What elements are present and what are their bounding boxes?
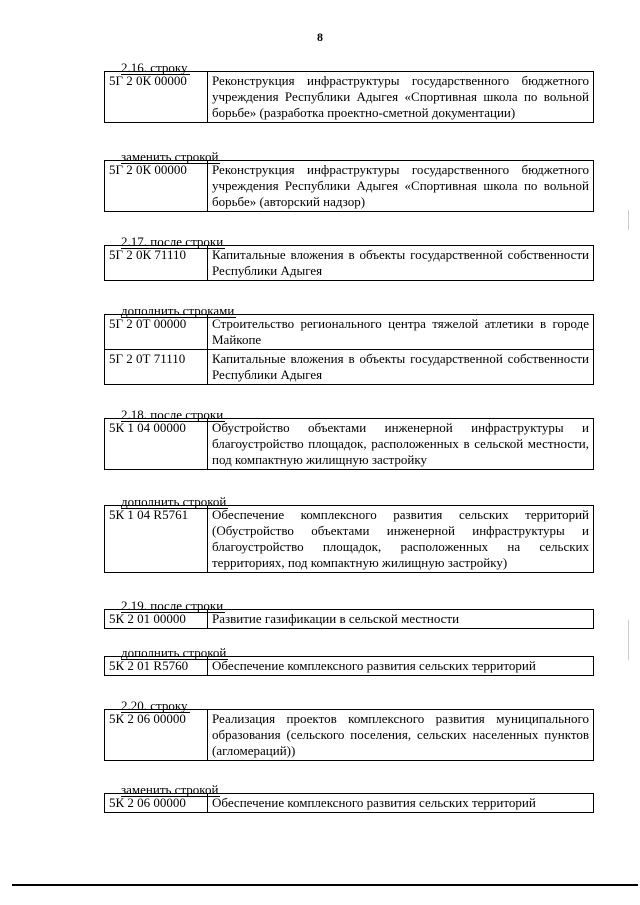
table-row	[105, 506, 594, 573]
budget-code: 5К 2 01 R5760	[105, 657, 208, 676]
section-2-16	[104, 58, 604, 123]
budget-code: 5Г 2 0К 00000	[105, 161, 208, 212]
budget-code-table	[104, 505, 594, 573]
section-2-20	[104, 696, 604, 761]
row-description: Реализация проектов комплексного развития муниципального образования (сельского поселения, сельских населенных пунктов (агломераций))	[208, 710, 594, 761]
section-2-17	[104, 232, 604, 281]
budget-code-table	[104, 418, 594, 470]
budget-code: 5К 2 06 00000	[105, 794, 208, 813]
section-label: 2.17. после строки	[121, 234, 224, 249]
section-label: дополнить строкой	[121, 494, 227, 509]
row-description: Обеспечение комплексного развития сельских территорий	[208, 794, 594, 813]
section-label: дополнить строками	[121, 303, 235, 318]
row-description: Капитальные вложения в объекты государственной собственности Республики Адыгея	[208, 246, 594, 281]
section-2-18	[104, 405, 604, 470]
scan-edge-mark	[628, 620, 629, 660]
section-add-row-1	[104, 492, 604, 573]
row-description: Реконструкция инфраструктуры государственного бюджетного учреждения Республики Адыгея «Спортивная школа по вольной борьбе» (разработка проектно-сметной документации)	[208, 72, 594, 123]
budget-code: 5Г 2 0К 00000	[105, 72, 208, 123]
section-replace-1	[104, 147, 604, 212]
section-add-row-2	[104, 643, 604, 676]
budget-code: 5Г 2 0Т 00000	[105, 315, 208, 350]
row-description: Капитальные вложения в объекты государственной собственности Республики Адыгея	[208, 350, 594, 385]
budget-code-table	[104, 71, 594, 123]
section-label: заменить строкой	[121, 782, 219, 797]
table-row	[105, 710, 594, 761]
row-description: Развитие газификации в сельской местности	[208, 610, 594, 629]
budget-code-table	[104, 314, 594, 385]
budget-code: 5Г 2 0Т 71110	[105, 350, 208, 385]
row-description: Обустройство объектами инженерной инфраструктуры и благоустройство площадок, расположенных в сельской местности, под компактную жилищную застройку	[208, 419, 594, 470]
table-row	[105, 246, 594, 281]
section-add-rows	[104, 301, 604, 385]
row-description: Обеспечение комплексного развития сельских территорий	[208, 657, 594, 676]
table-row	[105, 72, 594, 123]
scan-bottom-line	[12, 884, 638, 886]
section-label: 2.19. после строки	[121, 598, 224, 613]
budget-code-table	[104, 160, 594, 212]
row-description: Реконструкция инфраструктуры государственного бюджетного учреждения Республики Адыгея «Спортивная школа по вольной борьбе» (авторский надзор)	[208, 161, 594, 212]
section-label: 2.16. строку	[121, 60, 188, 75]
row-description: Строительство регионального центра тяжелой атлетики в городе Майкопе	[208, 315, 594, 350]
table-row	[105, 161, 594, 212]
budget-code-table	[104, 709, 594, 761]
page-number: 8	[317, 30, 323, 44]
budget-code: 5Г 2 0К 71110	[105, 246, 208, 281]
budget-code-table	[104, 245, 594, 281]
budget-code: 5К 1 04 00000	[105, 419, 208, 470]
budget-code: 5К 1 04 R5761	[105, 506, 208, 573]
budget-code: 5К 2 01 00000	[105, 610, 208, 629]
table-row	[105, 419, 594, 470]
budget-code: 5К 2 06 00000	[105, 710, 208, 761]
scan-edge-mark	[628, 210, 629, 230]
table-row	[105, 315, 594, 350]
table-row	[105, 350, 594, 385]
section-label: 2.20. строку	[121, 698, 188, 713]
section-2-19	[104, 596, 604, 629]
section-label: заменить строкой	[121, 149, 219, 164]
section-label: 2.18. после строки	[121, 407, 224, 422]
section-replace-2	[104, 780, 604, 813]
section-label: дополнить строкой	[121, 645, 227, 660]
row-description: Обеспечение комплексного развития сельских территорий (Обустройство объектами инженерной инфраструктуры и благоустройство площадок, расположенных на сельских территориях, под компактную жилищную застройку)	[208, 506, 594, 573]
